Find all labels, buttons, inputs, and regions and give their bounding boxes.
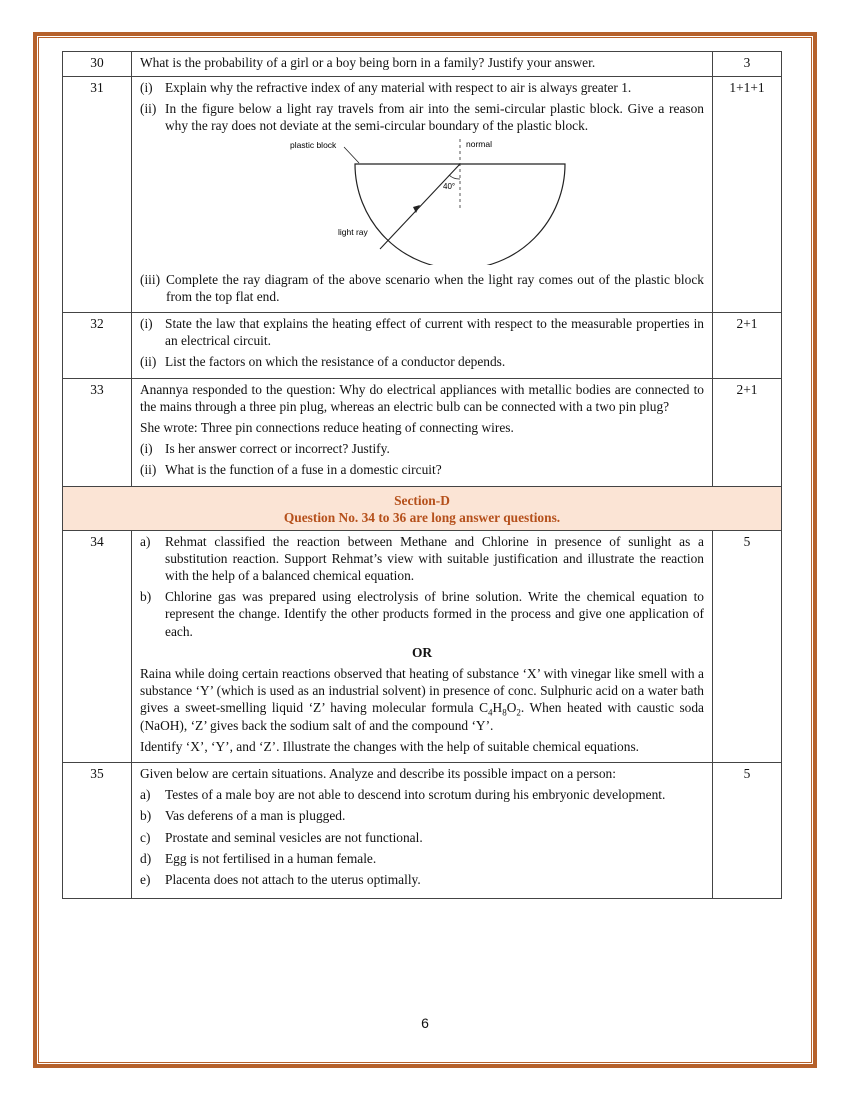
sub-text: State the law that explains the heating effect of current with respect to the measurable properties in an electrical circuit. <box>165 316 704 349</box>
section-title: Section-D <box>394 492 450 508</box>
section-subtitle: Question No. 34 to 36 are long answer questions. <box>283 509 561 525</box>
sub-text: Vas deferens of a man is plugged. <box>165 808 346 824</box>
sub-label: a) <box>140 533 151 549</box>
angle-label: 40° <box>443 181 456 191</box>
sub-text: Rehmat classified the reaction between Methane and Chlorine in presence of sunlight as a substitution reaction. Support Rehmat’s view with suitable justification and illustrate the reaction with the help of a balanced chemical equation. <box>165 533 704 584</box>
question-row-33 <box>63 378 782 486</box>
alt-text-part-1: Raina while doing certain reactions observed that heating of substance ‘X’ with vinegar like smell with a substance ‘Y’ (which is used as an industrial solvent) in presence of conc. Sulphuric acid on a water bath gives a sweet-smelling liquid ‘Z’ having molecular formula <box>140 666 704 716</box>
formula-o: O <box>506 700 517 716</box>
marks: 3 <box>713 52 782 77</box>
question-text: What is the probability of a girl or a boy being born in a family? Justify your answer. <box>140 55 596 70</box>
identify-instruction: Identify ‘X’, ‘Y’, and ‘Z’. Illustrate the changes with the help of suitable chemical equations. <box>140 738 640 754</box>
question-row-30 <box>63 52 782 77</box>
sub-text: Prostate and seminal vesicles are not functional. <box>165 829 423 845</box>
sub-question-i <box>140 79 704 96</box>
sub-question-b <box>140 807 704 824</box>
marks: 1+1+1 <box>713 77 782 313</box>
alternative-question <box>140 665 704 734</box>
question-number: 35 <box>63 763 132 899</box>
sub-text: Is her answer correct or incorrect? Justify. <box>165 441 390 457</box>
sub-text: In the figure below a light ray travels from air into the semi-circular plastic block. Give a reason why the ray does not deviate at the semi-circular boundary of the plastic block. <box>165 101 704 134</box>
sub-text: Chlorine gas was prepared using electrolysis of brine solution. Write the chemical equation to represent the change. Identify the other products formed in the process and give one application of each. <box>165 589 704 639</box>
plastic-block-label: plastic block <box>290 139 337 150</box>
sub-text: Complete the ray diagram of the above scenario when the light ray comes out of the plastic block from the top flat end. <box>166 271 704 304</box>
sub-question-ii <box>140 100 704 134</box>
sub-label: a) <box>140 787 151 803</box>
question-number: 31 <box>63 77 132 313</box>
sub-label: (iii) <box>140 271 161 287</box>
sub-label: d) <box>140 850 152 866</box>
normal-label: normal <box>466 138 492 149</box>
sub-text: Testes of a male boy are not able to descend into scrotum during his embryonic development. <box>165 787 666 803</box>
sub-text: What is the function of a fuse in a domestic circuit? <box>165 462 442 478</box>
marks: 2+1 <box>713 313 782 379</box>
sub-question-c <box>140 829 704 846</box>
question-intro: Anannya responded to the question: Why do electrical appliances with metallic bodies are connected to the mains through a three pin plug, whereas an electric bulb can be connected with a two pin plug? <box>140 381 704 414</box>
formula-c: C <box>479 700 489 716</box>
sub-question-ii <box>140 461 704 478</box>
sub-text: Explain why the refractive index of any material with respect to air is always greater 1. <box>165 80 632 95</box>
alt-text-part-2: . When heated with caustic soda (NaOH), ‘Z’ gives back the sodium salt of and the compound ‘Y’. <box>140 700 705 733</box>
formula-o-sub: 2 <box>516 708 521 719</box>
sub-question-d <box>140 850 704 867</box>
light-ray-label: light ray <box>338 226 368 237</box>
sub-question-iii <box>140 271 704 305</box>
sub-label: c) <box>140 829 151 845</box>
plastic-block-leader <box>344 147 359 163</box>
sub-question-i <box>140 315 704 349</box>
sub-label: b) <box>140 808 152 824</box>
question-row-32 <box>63 313 782 379</box>
question-number: 33 <box>63 378 132 486</box>
sub-label: (i) <box>140 316 153 332</box>
sub-label: e) <box>140 872 151 888</box>
light-ray-line <box>380 164 460 249</box>
ray-diagram <box>140 139 704 265</box>
sub-question-a <box>140 533 704 585</box>
angle-arc <box>449 175 460 179</box>
question-number: 34 <box>63 530 132 762</box>
section-header-row <box>63 486 782 530</box>
question-intro: Given below are certain situations. Analyze and describe its possible impact on a person: <box>140 766 616 782</box>
answer-statement: She wrote: Three pin connections reduce heating of connecting wires. <box>140 420 514 436</box>
sub-label: b) <box>140 589 152 605</box>
formula-c-sub: 4 <box>488 708 493 719</box>
question-row-31 <box>63 77 782 313</box>
sub-label: (i) <box>140 80 153 95</box>
question-row-35 <box>63 763 782 899</box>
question-row-34 <box>63 530 782 762</box>
sub-label: (ii) <box>140 354 157 370</box>
sub-label: (i) <box>140 441 153 457</box>
sub-label: (ii) <box>140 462 157 478</box>
question-number: 30 <box>63 52 132 77</box>
sub-text: Placenta does not attach to the uterus optimally. <box>165 872 421 888</box>
page-number: 6 <box>421 1015 429 1031</box>
question-table <box>62 51 782 899</box>
molecular-formula <box>479 700 521 719</box>
sub-question-e <box>140 871 704 888</box>
formula-h-sub: 8 <box>502 708 507 719</box>
sub-question-i <box>140 440 704 457</box>
question-number: 32 <box>63 313 132 379</box>
sub-text: Egg is not fertilised in a human female. <box>165 850 377 866</box>
ray-arrow <box>413 205 420 213</box>
sub-question-ii <box>140 353 704 370</box>
or-divider: OR <box>411 644 433 660</box>
marks: 2+1 <box>713 378 782 486</box>
marks: 5 <box>713 763 782 899</box>
sub-text: List the factors on which the resistance of a conductor depends. <box>165 354 506 370</box>
formula-h: H <box>492 700 503 716</box>
marks: 5 <box>713 530 782 762</box>
sub-question-b <box>140 588 704 640</box>
sub-question-a <box>140 786 704 803</box>
sub-label: (ii) <box>140 101 157 117</box>
